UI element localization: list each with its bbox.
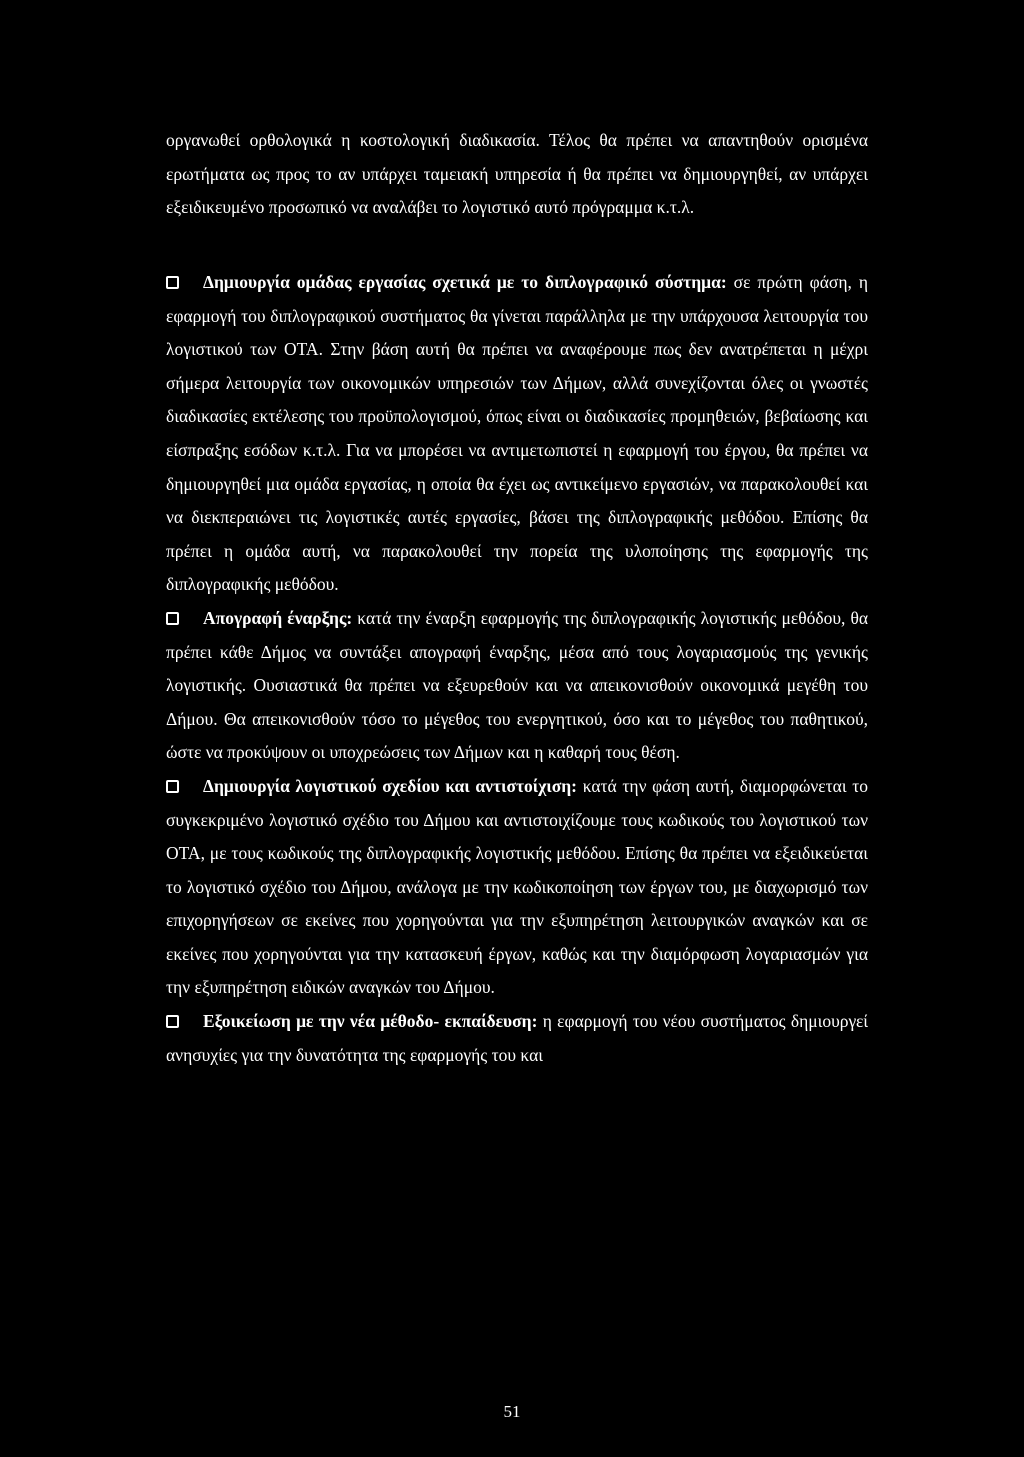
bullet-body: κατά την έναρξη εφαρμογής της διπλογραφικής λογιστικής μεθόδου, θα πρέπει κάθε Δήμος να συντάξει απογραφή έναρξης, μέσα από τους λογαριασμούς της γενικής λογιστικής. Ουσιαστικά θα πρέπει να εξευρεθούν και να απεικονισθούν οικονομικά μεγέθη του Δήμου. Θα απεικονισθούν τόσο το μέγεθος του ενεργητικού, όσο και το μέγεθος του παθητικού, ώστε να προκύψουν οι υποχρεώσεις των Δήμων και η καθαρή τους θέση.	[166, 607, 868, 763]
checkbox-icon	[166, 612, 179, 625]
page-number: 51	[503, 1402, 521, 1421]
bullet-item-training	[166, 1005, 868, 1072]
bullet-item-opening-inventory	[166, 602, 868, 770]
bullet-title: Απογραφή έναρξης:	[203, 607, 353, 628]
bullet-item-accounting-plan	[166, 770, 868, 1005]
bullet-title: Δημιουργία λογιστικού σχεδίου και αντιστοίχιση:	[203, 775, 578, 796]
bullet-item-working-group	[166, 266, 868, 602]
checkbox-icon	[166, 780, 179, 793]
bullet-body: κατά την φάση αυτή, διαμορφώνεται το συγκεκριμένο λογιστικό σχέδιο του Δήμου και αντιστοιχίζουμε τους κωδικούς του λογιστικού των ΟΤΑ, με τους κωδικούς της διπλογραφικής λογιστικής μεθόδου. Επίσης θα πρέπει να εξειδικεύεται το λογιστικό σχέδιο του Δήμου, ανάλογα με την κωδικοποίηση των έργων του, με διαχωρισμό των επιχορηγήσεων σε εκείνες που χορηγούνται για την εξυπηρέτηση λειτουργικών αναγκών και σε εκείνες που χορηγούνται για την κατασκευή έργων, καθώς και την διαμόρφωση λογαριασμών για την εξυπηρέτηση ειδικών αναγκών του Δήμου.	[166, 775, 869, 998]
bullet-body: σε πρώτη φάση, η εφαρμογή του διπλογραφικού συστήματος θα γίνεται παράλληλα με την υπάρχουσα λειτουργία του λογιστικού των ΟΤΑ. Στην βάση αυτή θα πρέπει να αναφέρουμε πως δεν ανατρέπεται η μέχρι σήμερα λειτουργία των οικονομικών υπηρεσιών των Δήμων, αλλά συνεχίζονται όλες οι γνωστές διαδικασίες εκτέλεσης του προϋπολογισμού, όπως είναι οι διαδικασίες προμηθειών, βεβαίωσης και είσπραξης εσόδων κ.τ.λ. Για να μπορέσει να αντιμετωπιστεί η εφαρμογή του έργου, θα πρέπει να δημιουργηθεί μια ομάδα εργασίας, η οποία θα έχει ως αντικείμενο εργασιών, να παρακολουθεί και να διεκπεραιώνει τις λογιστικές αυτές εργασίες, βάσει της διπλογραφικής μεθόδου. Επίσης θα πρέπει η ομάδα αυτή, να παρακολουθεί την πορεία της υλοποίησης της εφαρμογής της διπλογραφικής μεθόδου.	[166, 272, 868, 595]
checkbox-icon	[166, 1015, 179, 1028]
bullet-list	[166, 266, 868, 1072]
checkbox-icon	[166, 276, 179, 289]
bullet-body: η εφαρμογή του νέου συστήματος δημιουργεί ανησυχίες για την δυνατότητα της εφαρμογής του και	[166, 1011, 869, 1065]
bullet-title: Δημιουργία ομάδας εργασίας σχετικά με το διπλογραφικό σύστημα:	[203, 272, 727, 292]
intro-paragraph: οργανωθεί ορθολογικά η κοστολογική διαδικασία. Τέλος θα πρέπει να απαντηθούν ορισμένα ερωτήματα ως προς το αν υπάρχει ταμειακή υπηρεσία ή θα πρέπει να δημιουργηθεί, αν υπάρχει εξειδικευμένο προσωπικό να αναλάβει το λογιστικό αυτό πρόγραμμα κ.τ.λ.	[166, 130, 868, 218]
intro-block	[166, 124, 868, 225]
bullet-title: Εξοικείωση με την νέα μέθοδο- εκπαίδευση:	[203, 1011, 538, 1032]
